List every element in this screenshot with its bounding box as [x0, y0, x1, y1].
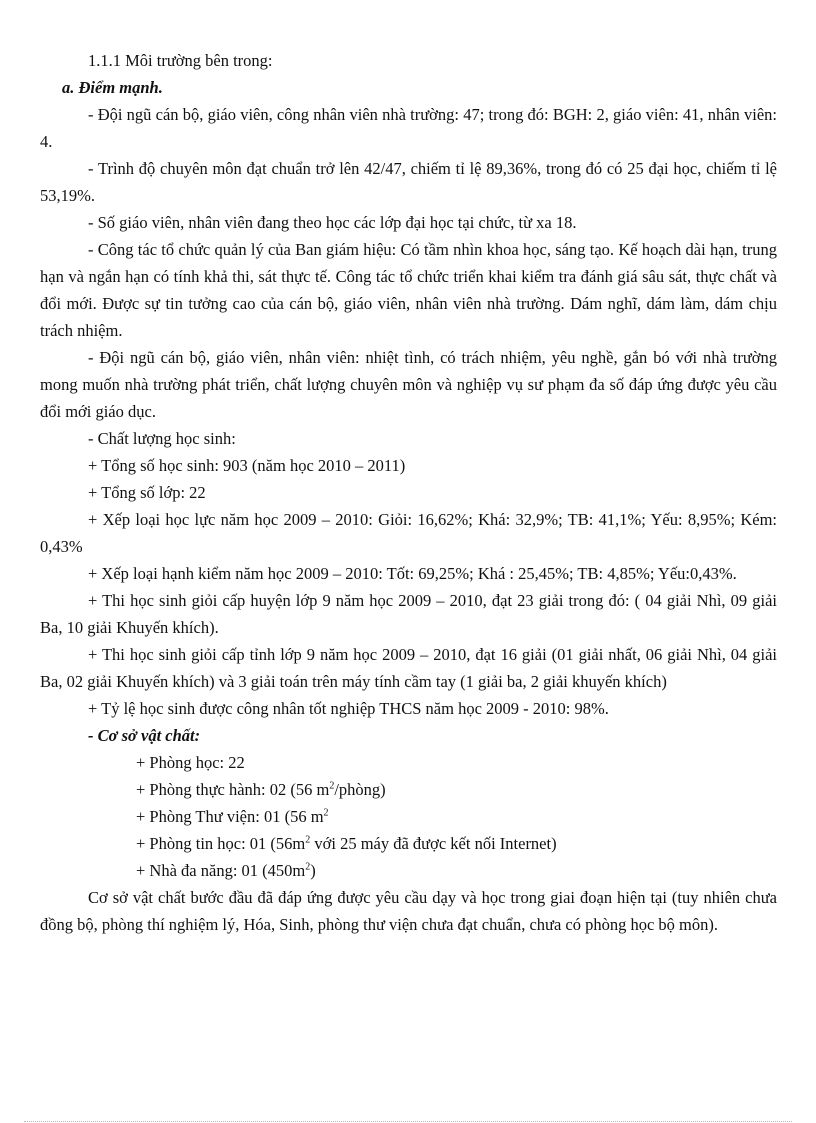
closing-paragraph: Cơ sở vật chất bước đầu đã đáp ứng được yêu cầu dạy và học trong giai đoạn hiện tại (tuy nhiên chưa đồng bộ, phòng thí nghiệm lý, Hóa, Sinh, phòng thư viện chưa đạt chuẩn, chưa có phòng học bộ môn).	[40, 888, 777, 934]
student-quality-heading: - Chất lượng học sinh:	[88, 429, 236, 448]
section-title: 1.1.1 Môi trường bên trong:	[88, 51, 273, 70]
facility-hall-text: + Nhà đa năng: 01 (450m	[136, 861, 306, 880]
student-total-item: + Tổng số học sinh: 903 (năm học 2010 – 2011)	[88, 456, 406, 475]
facility-multipurpose-hall	[40, 857, 777, 884]
facility-practice-superscript: 2	[329, 780, 335, 792]
class-total-item: + Tổng số lớp: 22	[88, 483, 206, 502]
facility-hall-superscript: 2	[305, 861, 311, 873]
facility-practice-rooms	[40, 776, 777, 803]
facility-it-superscript: 2	[305, 834, 311, 846]
in-service-paragraph: - Số giáo viên, nhân viên đang theo học các lớp đại học tại chức, từ xa 18.	[88, 213, 577, 232]
staff-paragraph: - Đội ngũ cán bộ, giáo viên, công nhân viên nhà trường: 47; trong đó: BGH: 2, giáo viên: 41, nhân viên: 4.	[40, 105, 777, 151]
facility-it-text: + Phòng tin học: 01 (56m	[136, 834, 306, 853]
strengths-heading: a. Điểm mạnh.	[62, 78, 163, 97]
district-contest-item: + Thi học sinh giỏi cấp huyện lớp 9 năm học 2009 – 2010, đạt 23 giải trong đó: ( 04 giải Nhì, 09 giải Ba, 10 giải Khuyến khích).	[40, 591, 777, 637]
conduct-ranking-item: + Xếp loại hạnh kiểm năm học 2009 – 2010: Tốt: 69,25%; Khá : 25,45%; TB: 4,85%; Yếu:0,43%.	[88, 564, 737, 583]
facility-library-text: + Phòng Thư viện: 01 (56 m	[136, 807, 324, 826]
facility-hall-close: )	[310, 861, 316, 880]
facility-classrooms	[40, 749, 777, 776]
graduation-rate-item: + Tỷ lệ học sinh được công nhân tốt nghiệp THCS năm học 2009 - 2010: 98%.	[88, 699, 609, 718]
staff-quality-paragraph: - Đội ngũ cán bộ, giáo viên, nhân viên: nhiệt tình, có trách nhiệm, yêu nghề, gắn bó với nhà trường mong muốn nhà trường phát triển, chất lượng chuyên môn và nghiệp vụ sư phạm đa số đáp ứng được yêu cầu đổi mới giáo dục.	[40, 348, 777, 421]
facilities-heading: - Cơ sở vật chất:	[88, 726, 201, 745]
page-bottom-divider	[24, 1121, 792, 1122]
qualification-paragraph: - Trình độ chuyên môn đạt chuẩn trở lên 42/47, chiếm tỉ lệ 89,36%, trong đó có 25 đại học, chiếm tỉ lệ 53,19%.	[40, 159, 777, 205]
province-contest-item: + Thi học sinh giỏi cấp tỉnh lớp 9 năm học 2009 – 2010, đạt 16 giải (01 giải nhất, 06 giải Nhì, 04 giải Ba, 02 giải Khuyến khích) và 3 giải toán trên máy tính cầm tay (1 giải ba, 2 giải khuyến khích)	[40, 645, 777, 691]
facility-practice-unit: /phòng)	[334, 780, 386, 799]
document-body	[40, 47, 777, 938]
facility-it-detail: với 25 máy đã được kết nối Internet)	[310, 834, 557, 853]
facility-library	[40, 803, 777, 830]
management-paragraph: - Công tác tổ chức quản lý của Ban giám hiệu: Có tầm nhìn khoa học, sáng tạo. Kế hoạch dài hạn, trung hạn và ngắn hạn có tính khả thi, sát thực tế. Công tác tổ chức triển khai kiểm tra đánh giá sâu sát, thực chất và đổi mới. Được sự tin tưởng cao của cán bộ, giáo viên, nhân viên nhà trường. Dám nghĩ, dám làm, dám chịu trách nhiệm.	[40, 240, 777, 340]
facility-library-superscript: 2	[323, 807, 329, 819]
facility-practice-text: + Phòng thực hành: 02 (56 m	[136, 780, 330, 799]
facility-classrooms-text: + Phòng học: 22	[136, 753, 245, 772]
academic-ranking-item: + Xếp loại học lực năm học 2009 – 2010: Giỏi: 16,62%; Khá: 32,9%; TB: 41,1%; Yếu: 8,95%; Kém: 0,43%	[40, 510, 777, 556]
facility-it-room	[40, 830, 777, 857]
